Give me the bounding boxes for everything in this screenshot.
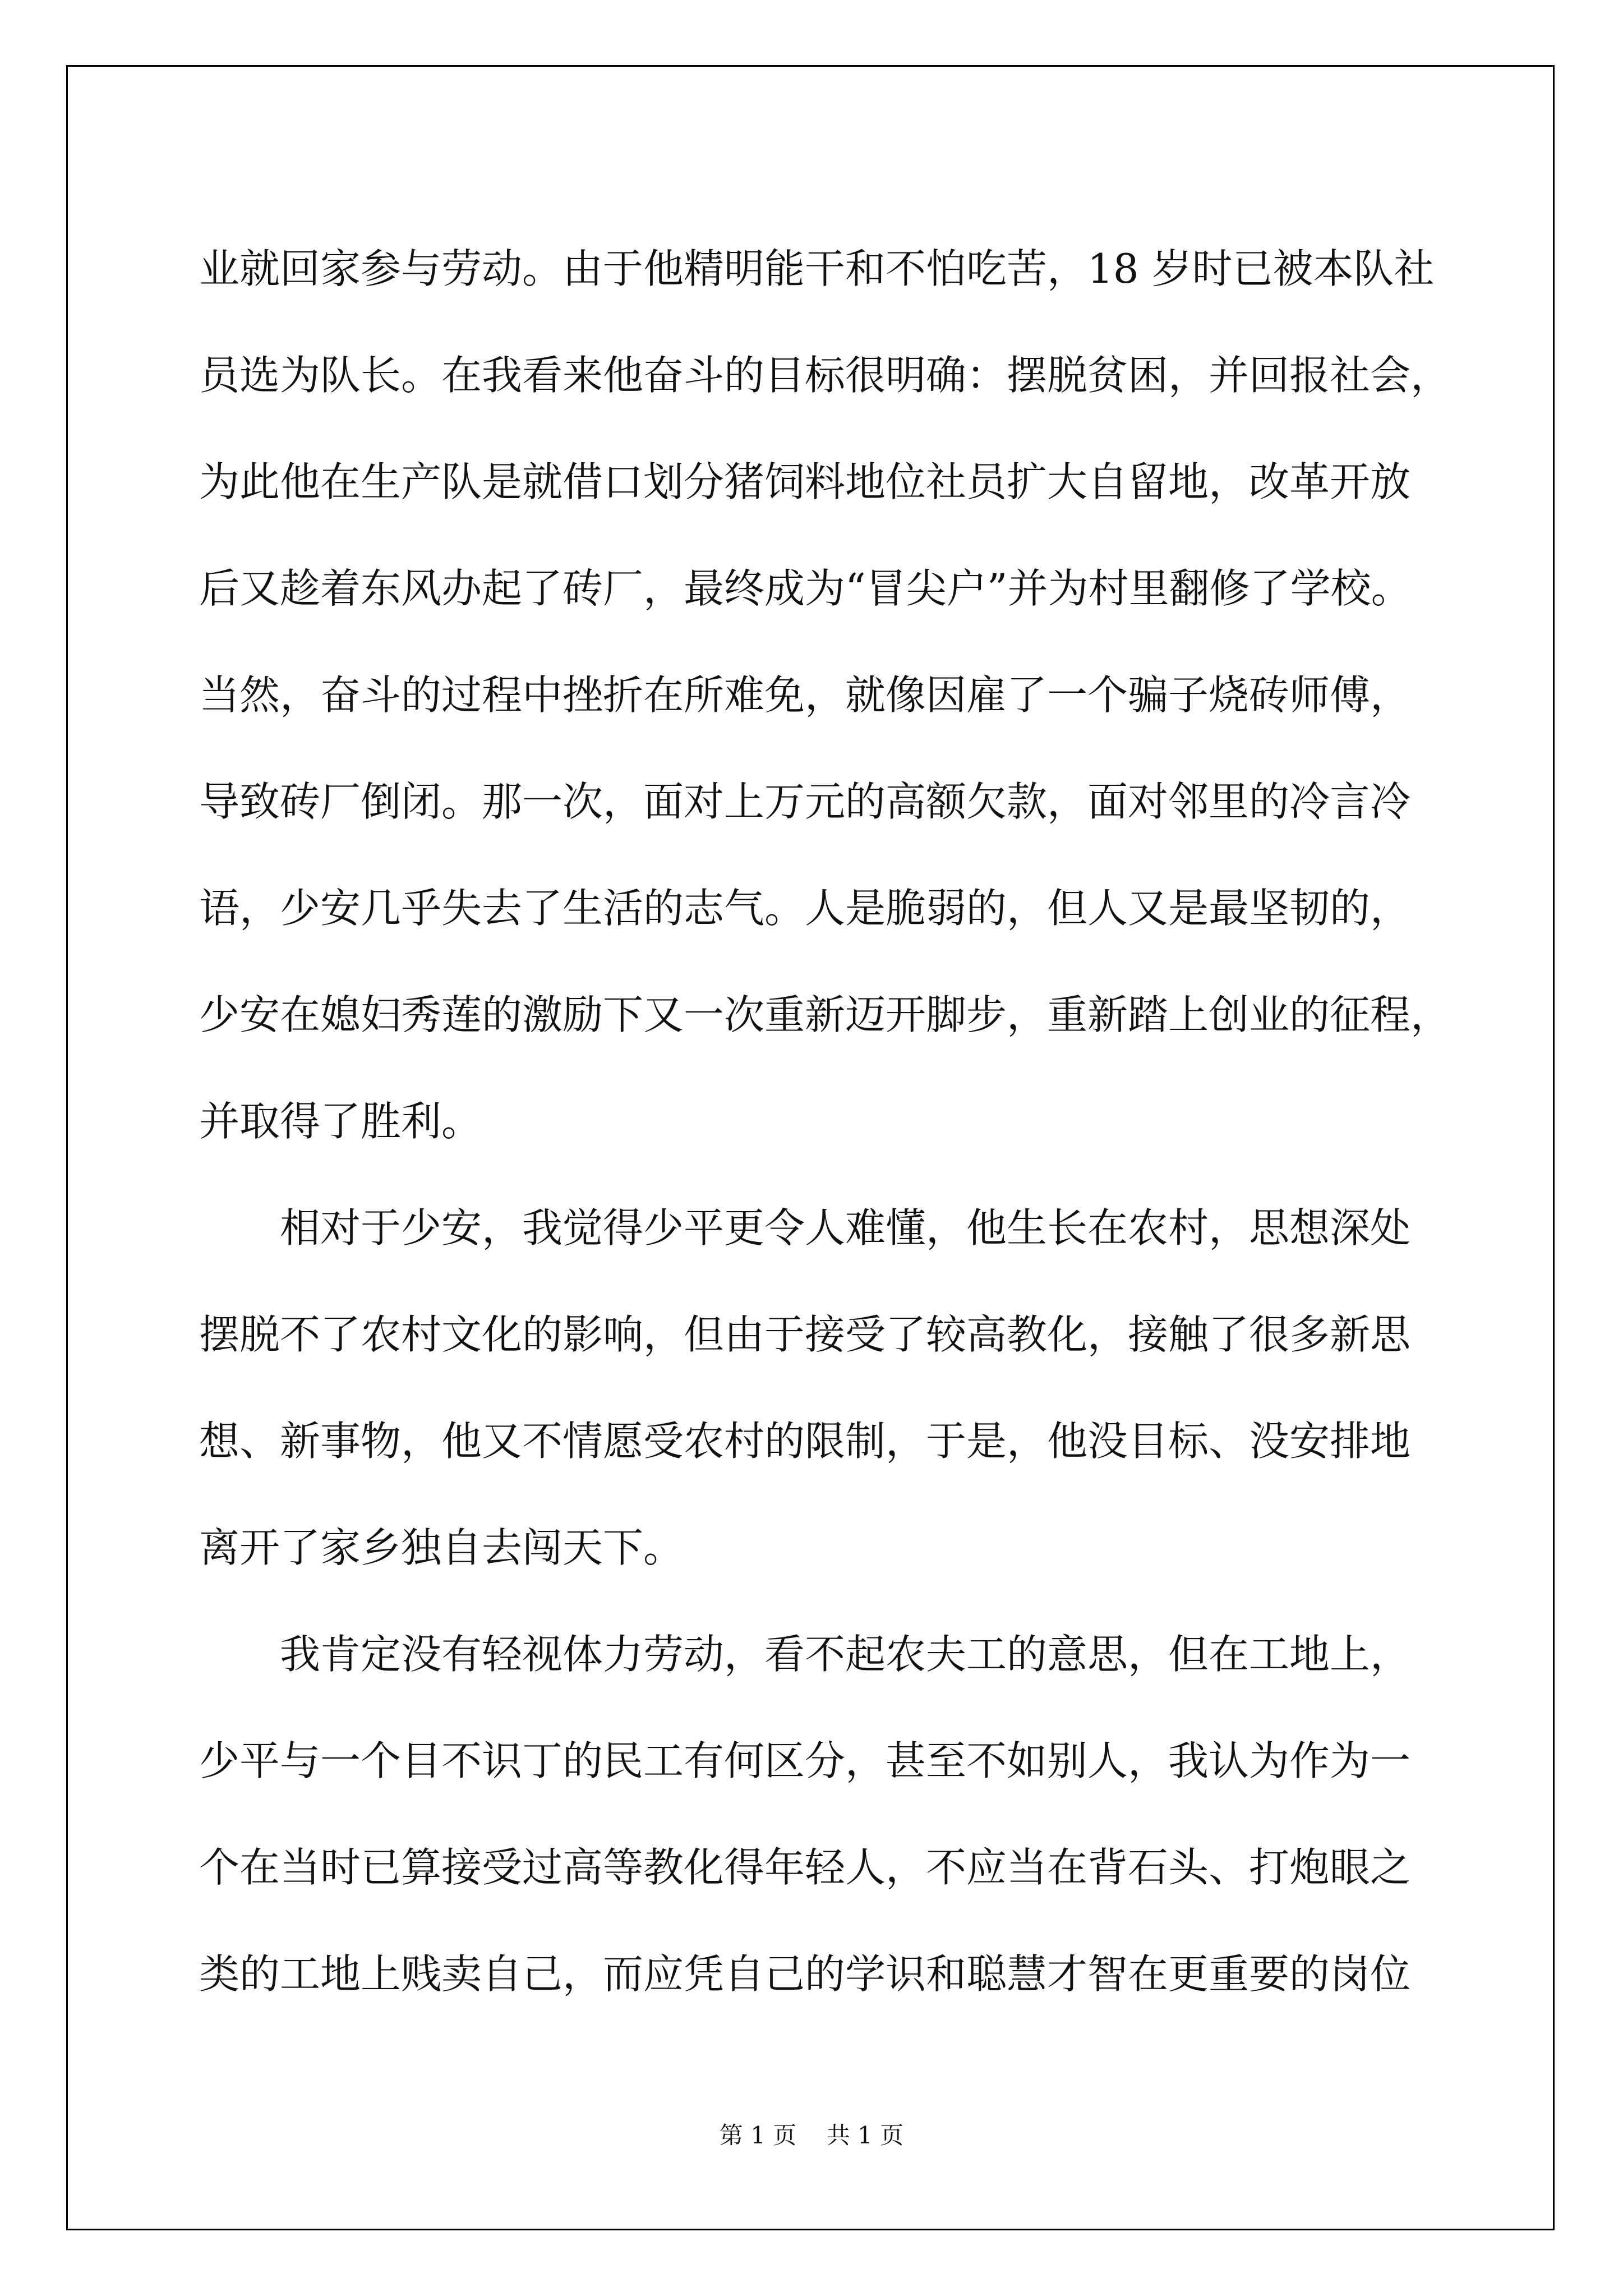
text-line: 离开了家乡独自去闯天下。: [199, 1524, 684, 1571]
document-body: [199, 215, 1451, 2027]
text-line: 为此他在生产队是就借口划分猪饲料地位社员扩大自留地，改革开放: [199, 458, 1411, 505]
text-line: 后又趁着东风办起了砖厂，最终成为“冒尖户”并为村里翻修了学校。: [199, 565, 1412, 612]
page-footer: 第 1 页 共 1 页: [719, 2122, 904, 2149]
text-line: 导致砖厂倒闭。那一次，面对上万元的高额欠款，面对邻里的冷言冷: [199, 778, 1411, 825]
text-line: 当然，奋斗的过程中挫折在所难免，就像因雇了一个骗子烧砖师傅，: [199, 671, 1411, 719]
text-line: 员选为队长。在我看来他奋斗的目标很明确：摆脱贫困，并回报社会，: [199, 352, 1451, 399]
text-line: 少安在媳妇秀莲的激励下又一次重新迈开脚步，重新踏上创业的征程，: [199, 991, 1451, 1038]
text-line: 语，少安几乎失去了生活的志气。人是脆弱的，但人又是最坚韧的，: [199, 885, 1411, 932]
text-line: 想、新事物，他又不情愿受农村的限制，于是，他没目标、没安排地: [199, 1418, 1411, 1465]
text-line: 个在当时已算接受过高等教化得年轻人，不应当在背石头、打炮眼之: [199, 1844, 1411, 1891]
text-line: 少平与一个目不识丁的民工有何区分，甚至不如别人，我认为作为一: [199, 1737, 1411, 1784]
paragraph-start-line: 我肯定没有轻视体力劳动，看不起农夫工的意思，但在工地上，: [280, 1631, 1411, 1678]
text-line: 类的工地上贱卖自己，而应凭自己的学识和聪慧才智在更重要的岗位: [199, 1950, 1411, 1998]
text-line: 并取得了胜利。: [199, 1098, 482, 1145]
text-line: 摆脱不了农村文化的影响，但由于接受了较高教化，接触了很多新思: [199, 1311, 1411, 1358]
paragraph-start-line: 相对于少安，我觉得少平更令人难懂，他生长在农村，思想深处: [280, 1204, 1411, 1251]
text-line: 业就回家参与劳动。由于他精明能干和不怕吃苦，18 岁时已被本队社: [199, 245, 1435, 292]
